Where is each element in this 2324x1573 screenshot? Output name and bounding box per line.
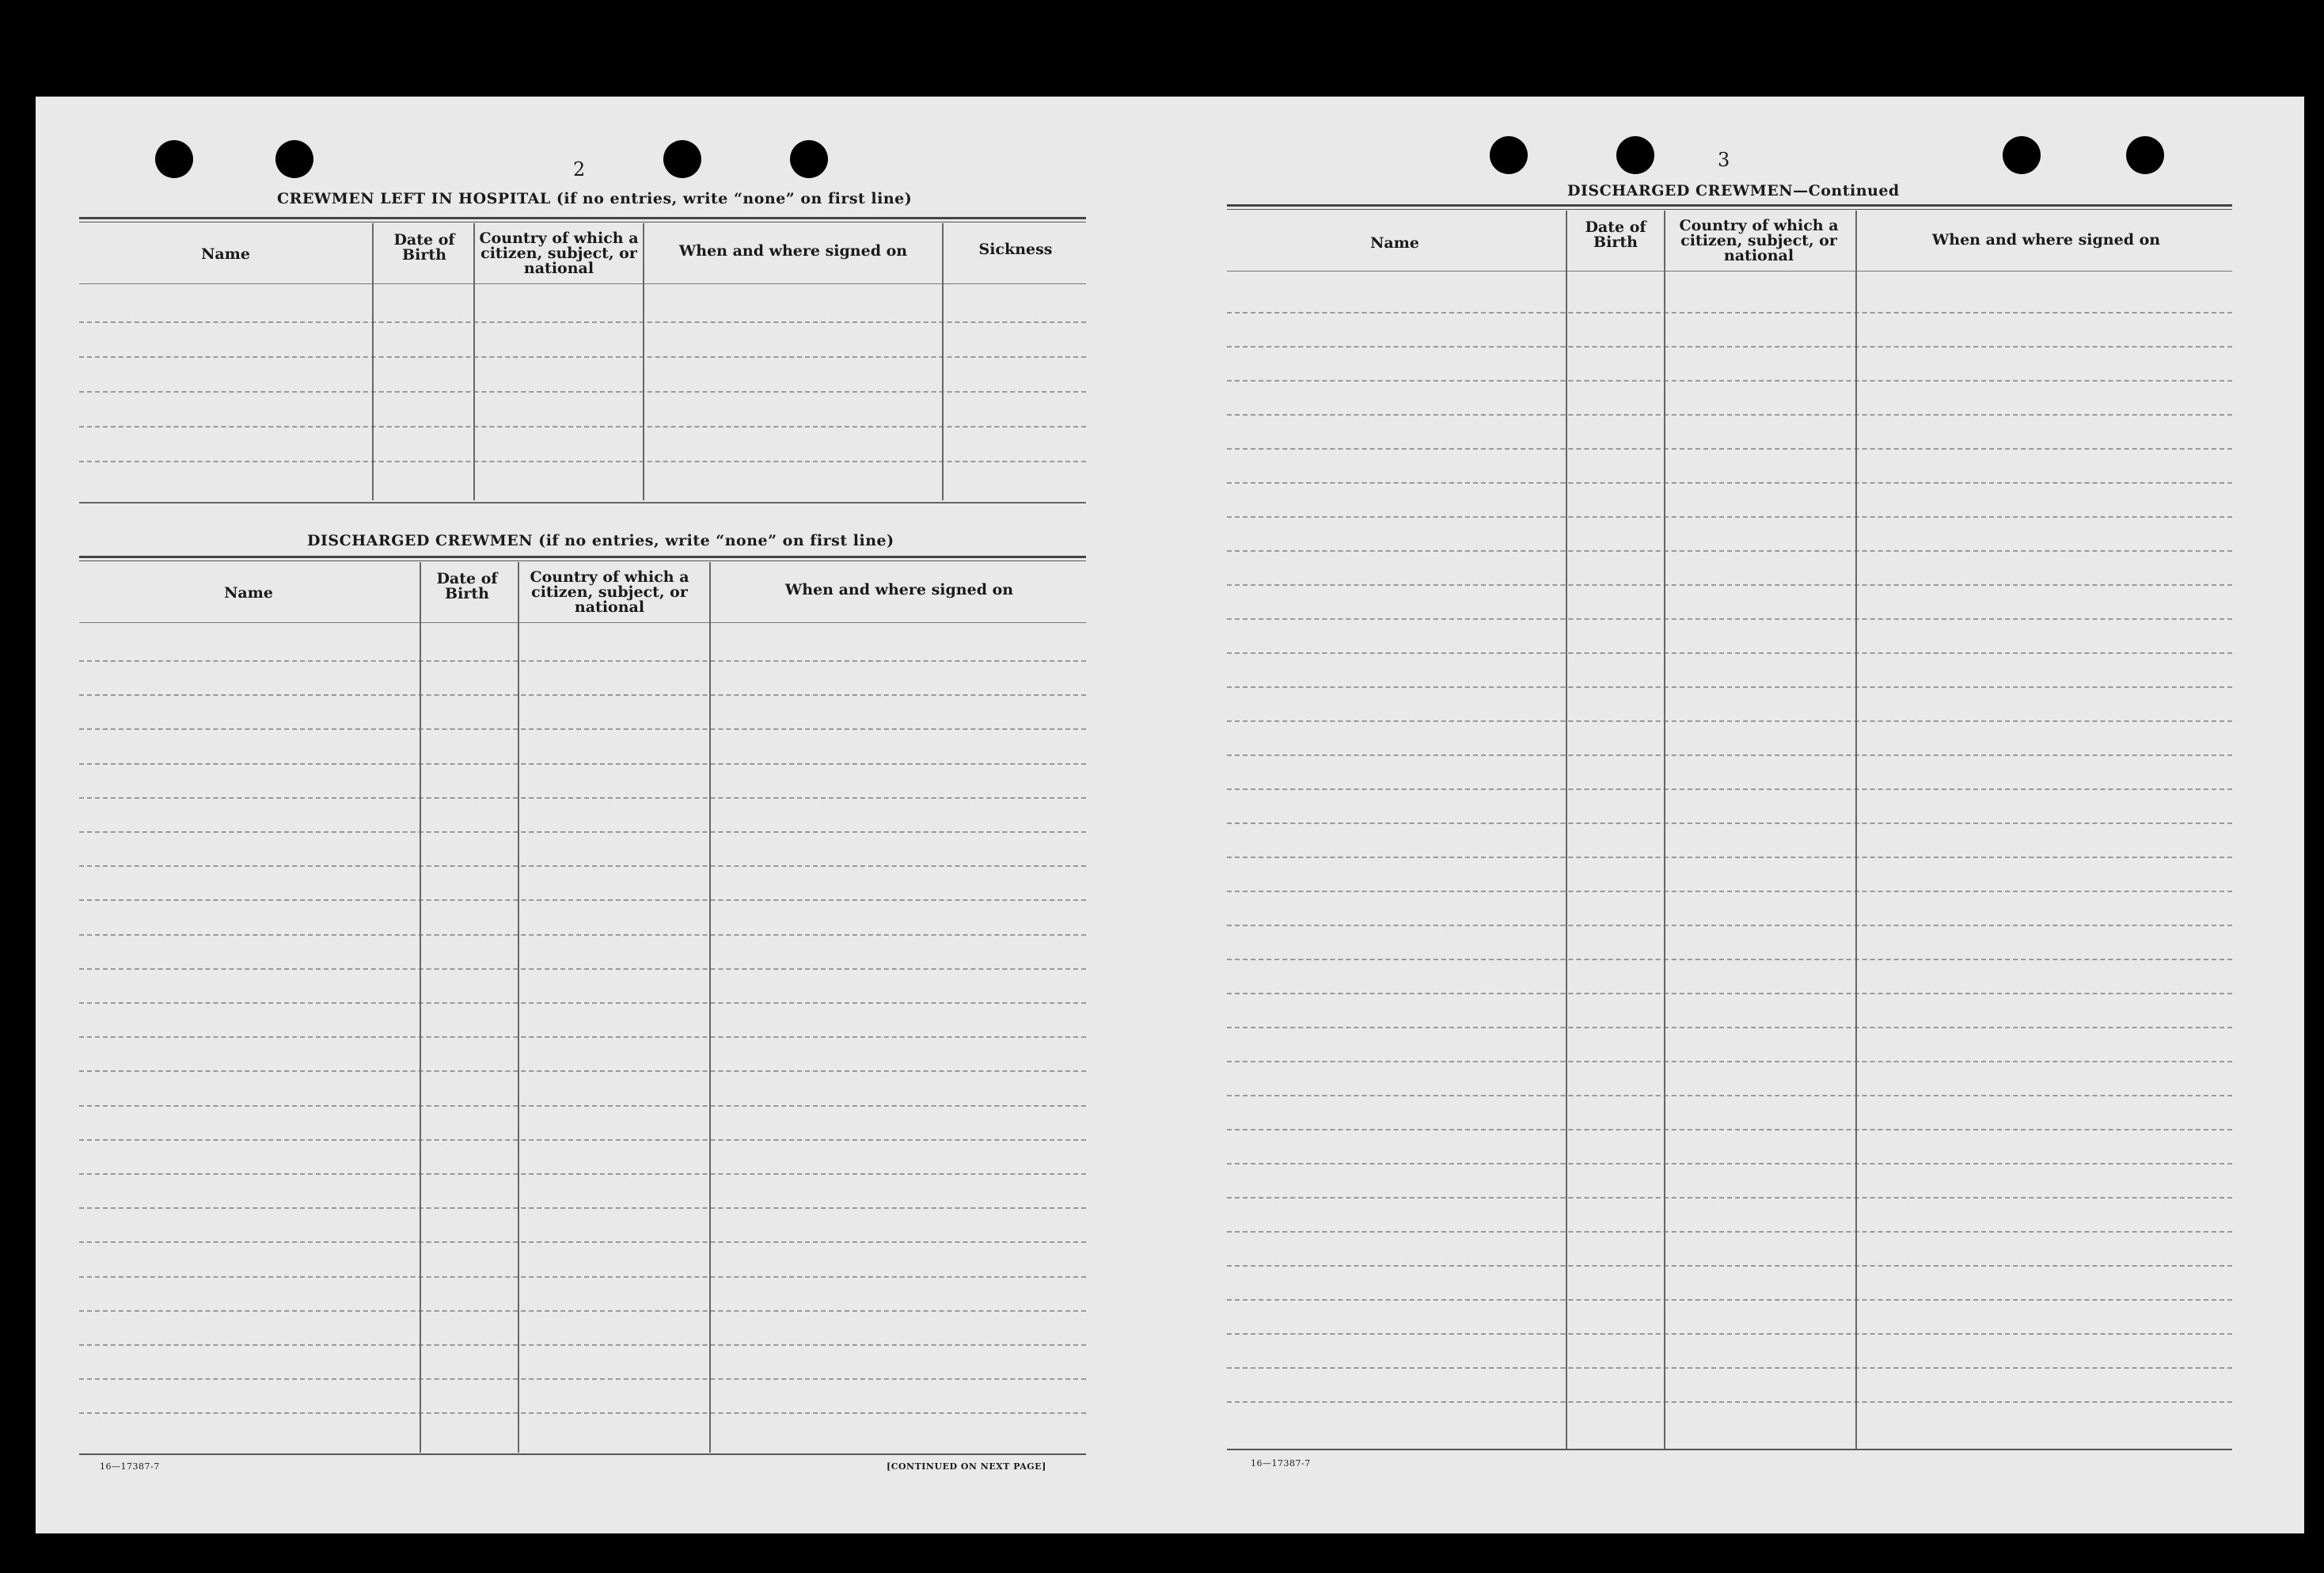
ruled-row-line — [1227, 1197, 2232, 1199]
ruled-row-line — [1227, 857, 2232, 858]
ruled-row-line — [1227, 448, 2232, 450]
ruled-row-line — [79, 660, 1086, 662]
ruled-row-line — [79, 321, 1086, 323]
ruled-row-line — [1227, 1299, 2232, 1301]
page-number-right: 3 — [1718, 149, 1730, 171]
page-number-left: 2 — [573, 158, 586, 180]
hospital-col-name: Name — [201, 245, 250, 263]
ruled-row-line — [1227, 1333, 2232, 1335]
ruled-row-line — [79, 865, 1086, 867]
right-col-name: Name — [1370, 234, 1419, 252]
ruled-row-line — [1227, 652, 2232, 654]
discharged-col-divider — [709, 562, 711, 1453]
ruled-row-line — [79, 934, 1086, 936]
punch-hole — [2003, 136, 2041, 174]
ruled-row-line — [1227, 550, 2232, 552]
hospital-col-divider — [643, 223, 644, 500]
ruled-row-line — [1227, 720, 2232, 722]
right-col-signed-on: When and where signed on — [1931, 231, 2161, 249]
right-col-dob: Date of Birth — [1585, 218, 1646, 251]
punch-hole — [1616, 136, 1654, 174]
ruled-row-line — [1227, 584, 2232, 586]
discharged-section-title: DISCHARGED CREWMEN (if no entries, write “none” on first line) — [307, 532, 894, 549]
ruled-row-line — [1227, 1163, 2232, 1165]
ruled-row-line — [79, 461, 1086, 462]
ruled-row-line — [1227, 754, 2232, 756]
ruled-row-line — [1227, 1231, 2232, 1233]
ruled-row-line — [1227, 618, 2232, 620]
ruled-row-line — [79, 694, 1086, 696]
punch-hole — [155, 140, 193, 178]
ruled-row-line — [79, 728, 1086, 730]
ruled-row-line — [1227, 380, 2232, 382]
punch-hole — [275, 140, 313, 178]
ruled-row-line — [79, 1070, 1086, 1072]
punch-hole — [663, 140, 701, 178]
ruled-row-line — [1227, 993, 2232, 994]
continued-note: [CONTINUED ON NEXT PAGE] — [887, 1461, 1046, 1472]
ruled-row-line — [79, 1412, 1086, 1414]
hospital-col-divider — [372, 223, 374, 500]
ruled-row-line — [79, 1344, 1086, 1346]
ruled-row-line — [79, 391, 1086, 393]
ruled-row-line — [1227, 1265, 2232, 1267]
hospital-col-divider — [473, 223, 475, 500]
discharged-bottom-rule — [79, 1453, 1086, 1455]
hospital-col-sickness: Sickness — [978, 241, 1053, 258]
hospital-col-country: Country of which a citizen, subject, or national — [479, 230, 639, 277]
ruled-row-line — [1227, 925, 2232, 926]
hospital-bottom-rule — [79, 502, 1086, 503]
punch-hole — [790, 140, 828, 178]
ruled-row-line — [79, 1241, 1086, 1243]
discharged-col-divider — [420, 562, 421, 1453]
ruled-row-line — [79, 899, 1086, 901]
ruled-row-line — [1227, 414, 2232, 416]
discharged-col-name: Name — [224, 584, 273, 602]
ruled-row-line — [79, 1378, 1086, 1380]
hospital-section-title: CREWMEN LEFT IN HOSPITAL (if no entries, write “none” on first line) — [277, 190, 913, 207]
discharged-col-country: Country of which a citizen, subject, or national — [530, 568, 689, 616]
ruled-row-line — [1227, 1095, 2232, 1096]
right-col-divider — [1855, 211, 1857, 1449]
ruled-row-line — [79, 356, 1086, 358]
ruled-row-line — [79, 1276, 1086, 1278]
ruled-row-line — [1227, 823, 2232, 824]
ruled-row-line — [79, 1002, 1086, 1004]
ruled-row-line — [1227, 891, 2232, 892]
form-number-left: 16—17387-7 — [100, 1461, 160, 1472]
right-col-country: Country of which a citizen, subject, or national — [1679, 217, 1839, 264]
right-col-divider — [1566, 211, 1567, 1449]
ruled-row-line — [1227, 482, 2232, 484]
ruled-row-line — [1227, 516, 2232, 518]
ruled-row-line — [79, 831, 1086, 833]
right-table-top-rule — [1227, 204, 2232, 210]
discharged-col-divider — [518, 562, 519, 1453]
ruled-row-line — [1227, 1401, 2232, 1403]
hospital-col-dob: Date of Birth — [393, 231, 455, 264]
ruled-row-line — [1227, 1367, 2232, 1369]
ruled-row-line — [1227, 346, 2232, 348]
ruled-row-line — [79, 1105, 1086, 1107]
ruled-row-line — [79, 1036, 1086, 1038]
ruled-row-line — [79, 1310, 1086, 1312]
ruled-row-line — [79, 1207, 1086, 1209]
hospital-col-signed-on: When and where signed on — [678, 242, 908, 260]
hospital-header-rule — [79, 283, 1086, 284]
discharged-table-top-rule — [79, 556, 1086, 561]
ruled-row-line — [1227, 1027, 2232, 1028]
hospital-table-top-rule — [79, 217, 1086, 222]
ruled-row-line — [79, 426, 1086, 427]
discharged-col-dob: Date of Birth — [436, 570, 498, 602]
ruled-row-line — [79, 763, 1086, 765]
ruled-row-line — [79, 1173, 1086, 1175]
ruled-row-line — [79, 797, 1086, 799]
discharged-header-rule — [79, 622, 1086, 623]
hospital-col-divider — [942, 223, 944, 500]
form-number-right: 16—17387-7 — [1251, 1458, 1311, 1469]
discharged-col-signed-on: When and where signed on — [784, 581, 1014, 598]
ruled-row-line — [1227, 788, 2232, 790]
ruled-row-line — [1227, 686, 2232, 688]
ruled-row-line — [1227, 312, 2232, 313]
punch-hole — [2126, 136, 2164, 174]
right-bottom-rule — [1227, 1449, 2232, 1450]
discharged-continued-title: DISCHARGED CREWMEN—Continued — [1567, 182, 1900, 199]
right-col-divider — [1664, 211, 1665, 1449]
ruled-row-line — [1227, 1061, 2232, 1062]
right-header-rule — [1227, 271, 2232, 272]
ruled-row-line — [1227, 1129, 2232, 1130]
ruled-row-line — [1227, 959, 2232, 960]
ruled-row-line — [79, 968, 1086, 970]
punch-hole — [1490, 136, 1528, 174]
ruled-row-line — [79, 1139, 1086, 1141]
